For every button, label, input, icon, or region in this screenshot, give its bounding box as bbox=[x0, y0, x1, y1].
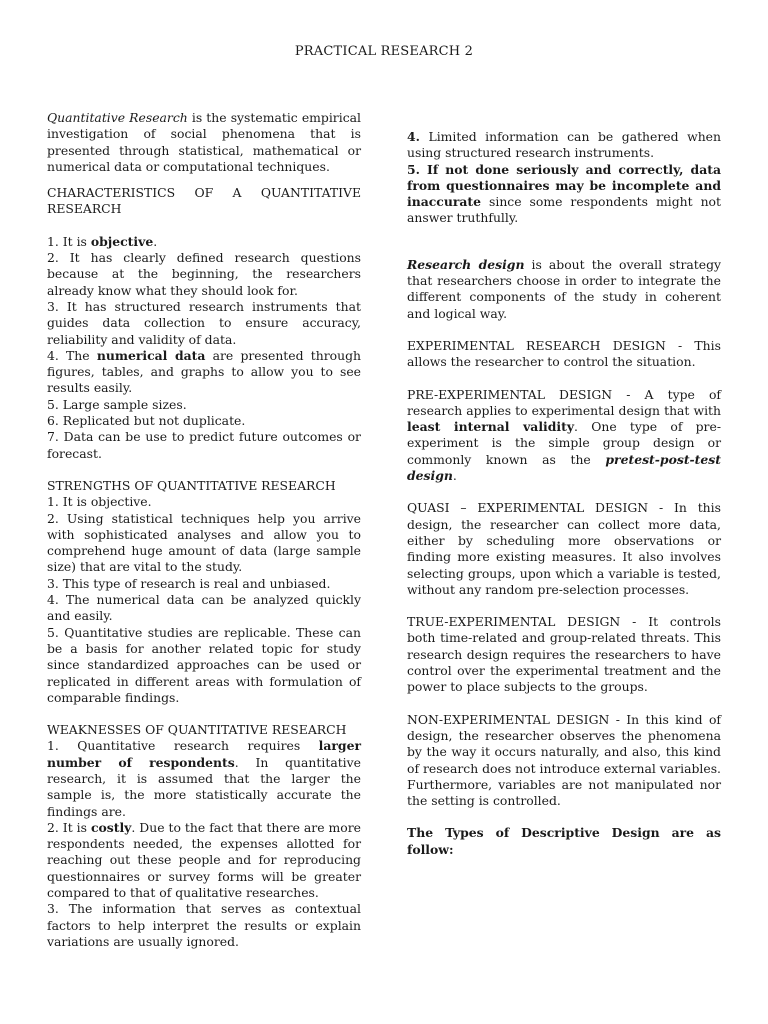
characteristic-item: 3. It has structured research instruments that guides data collection to ensure accuracy, reliability and validity of data. bbox=[47, 298, 361, 347]
page-title: PRACTICAL RESEARCH 2 bbox=[294, 44, 474, 59]
characteristic-item: 1. It is objective. bbox=[47, 233, 158, 249]
characteristic-item: 4. The numerical data are presented through figures, tables, and graphs to allow you to see results easily. bbox=[47, 347, 361, 396]
pre-experimental-paragraph: PRE-EXPERIMENTAL DESIGN - A type of research applies to experimental design that with least internal validity. One type of pre-experiment is the simple group design or commonly known as the pretest-post-test design. bbox=[407, 386, 721, 484]
weaknesses-heading: WEAKNESSES OF QUANTITATIVE RESEARCH bbox=[47, 722, 347, 738]
non-experimental-heading: NON-EXPERIMENTAL DESIGN - bbox=[407, 711, 627, 727]
strength-item: 5. Quantitative studies are replicable. These can be a basis for another related topic for study since standardized approaches can be used or replicated in different areas with formulation of comparable findings. bbox=[47, 624, 361, 705]
weakness-item: 5. If not done seriously and correctly, data from questionnaires may be incomplete and inaccurate since some respondents might not answer truthfully. bbox=[407, 161, 721, 226]
non-experimental-paragraph: NON-EXPERIMENTAL DESIGN - In this kind of design, the researcher observes the phenomena by the way it occurs naturally, and also, this kind of research does not introduce external variables. Furthermore, variables are not manipulated nor the setting is controlled. bbox=[407, 711, 721, 809]
intro-paragraph bbox=[47, 110, 361, 175]
intro-text: is the systematic empirical investigation of social phenomena that is presented through statistical, mathematical or numerical data or computational techniques. bbox=[47, 110, 361, 174]
weakness-item: 4. Limited information can be gathered when using structured research instruments. bbox=[407, 129, 721, 161]
research-design-paragraph: Research design is about the overall strategy that researchers choose in order to integrate the different components of the study in coherent and logical way. bbox=[407, 256, 721, 321]
weakness-item: 1. Quantitative research requires larger number of respondents. In quantitative research, it is assumed that the larger the sample is, the more statistically accurate the findings are. bbox=[47, 738, 361, 819]
characteristic-item: 2. It has clearly defined research questions because at the beginning, the researchers already know what they should look for. bbox=[47, 250, 361, 298]
right-column bbox=[407, 129, 721, 858]
quasi-experimental-heading: QUASI – EXPERIMENTAL DESIGN - bbox=[407, 500, 674, 516]
intro-term: Quantitative Research bbox=[47, 110, 188, 125]
characteristics-heading: CHARACTERISTICS OF A QUANTITATIVE RESEARCH bbox=[47, 185, 361, 217]
descriptive-types-heading: The Types of Descriptive Design are as follow: bbox=[407, 825, 721, 857]
strengths-heading: STRENGTHS OF QUANTITATIVE RESEARCH bbox=[47, 477, 336, 493]
left-column bbox=[47, 110, 361, 950]
characteristic-item: 5. Large sample sizes. bbox=[47, 396, 187, 412]
true-experimental-paragraph: TRUE-EXPERIMENTAL DESIGN - It controls both time-related and group-related threats. This research design requires the researchers to have control over the experimental treatment and the power to place subjects to the groups. bbox=[407, 614, 721, 695]
strength-item: 4. The numerical data can be analyzed quickly and easily. bbox=[47, 592, 361, 624]
strength-item: 3. This type of research is real and unbiased. bbox=[47, 575, 331, 591]
experimental-design-heading: EXPERIMENTAL RESEARCH DESIGN - bbox=[407, 337, 695, 353]
strength-item: 1. It is objective. bbox=[47, 494, 152, 510]
pre-experimental-heading: PRE-EXPERIMENTAL DESIGN - bbox=[407, 386, 645, 402]
characteristic-item: 6. Replicated but not duplicate. bbox=[47, 413, 246, 429]
experimental-design-paragraph: EXPERIMENTAL RESEARCH DESIGN - This allows the researcher to control the situation. bbox=[407, 337, 721, 370]
weakness-item: 3. The information that serves as contextual factors to help interpret the results or explain variations are usually ignored. bbox=[47, 901, 361, 949]
strength-item: 2. Using statistical techniques help you arrive with sophisticated analyses and allow you to comprehend huge amount of data (large sample size) that are vital to the study. bbox=[47, 510, 361, 575]
characteristic-item: 7. Data can be use to predict future outcomes or forecast. bbox=[47, 429, 361, 461]
quasi-experimental-paragraph: QUASI – EXPERIMENTAL DESIGN - In this design, the researcher can collect more data, either by scheduling more observations or finding more existing measures. It also involves selecting groups, upon which a variable is tested, without any random pre-selection processes. bbox=[407, 500, 721, 597]
weakness-item: 2. It is costly. Due to the fact that there are more respondents needed, the expenses allotted for reaching out these people and for reproducing questionnaires or survey forms will be greater compared to that of qualitative researches. bbox=[47, 819, 361, 901]
true-experimental-heading: TRUE-EXPERIMENTAL DESIGN - bbox=[407, 614, 649, 630]
